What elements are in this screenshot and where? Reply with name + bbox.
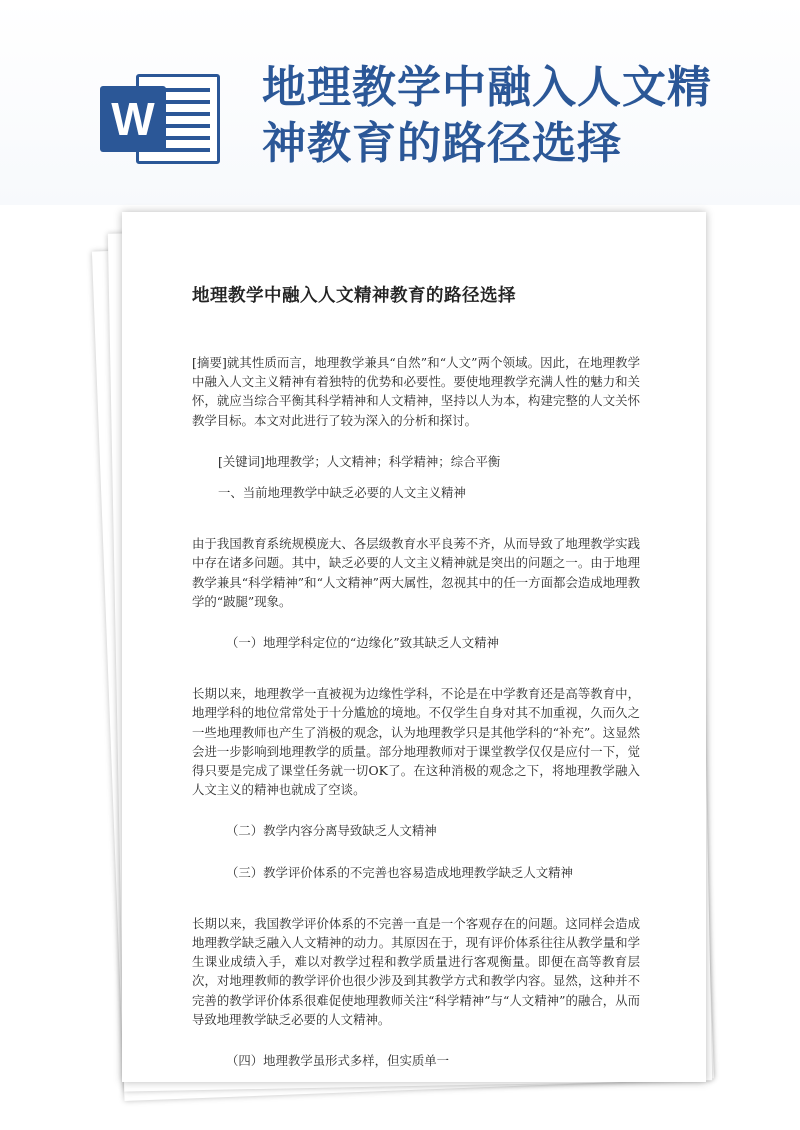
subsection-3-body: 长期以来，我国教学评价体系的不完善一直是一个客观存在的问题。这同样会造成地理教学缺乏融入人文精神的动力。其原因在于，现有评价体系往往从教学量和学生课业成绩入手，难以对教学过程和教学质量进行客观衡量。即便在高等教育层次，对地理教师的教学评价也很少涉及到其教学方式和教学内容。显然，这种并不完善的教学评价体系很难促使地理教师关注“科学精神”与“人文精神”的融合，从而导致地理教学缺乏必要的人文精神。 — [192, 915, 640, 1027]
subsection-1-body: 长期以来，地理教学一直被视为边缘性学科，不论是在中学教育还是高等教育中，地理学科的地位常常处于十分尴尬的境地。不仅学生自身对其不加重视，久而久之一些地理教师也产生了消极的观念，认为地理教学只是其他学科的“补充”。这显然会进一步影响到地理教学的质量。部分地理教师对于课堂教学仅仅是应付一下，觉得只要是完成了课堂任务就一切OK了。在这种消极的观念之下，将地理教学融入人文主义的精神也就成了空谈。 — [192, 686, 640, 798]
header-banner — [0, 0, 800, 205]
word-icon-letter: W — [100, 86, 166, 152]
subsection-2-heading: （二）教学内容分离导致缺乏人文精神 — [226, 823, 437, 839]
abstract-paragraph: [摘要]就其性质而言，地理教学兼具“自然”和“人文”两个领域。因此，在地理教学中融入人文主义精神有着独特的优势和必要性。要使地理教学充满人性的魅力和关怀，就应当综合平衡其科学精神和人文精神，坚持以人为本，构建完整的人文关怀教学目标。本文对此进行了较为深入的分析和探讨。 — [192, 355, 640, 428]
section-1-heading: 一、当前地理教学中缺乏必要的人文主义精神 — [218, 485, 466, 501]
subsection-3-heading: （三）教学评价体系的不完善也容易造成地理教学缺乏人文精神 — [226, 864, 573, 880]
word-document-icon — [100, 74, 220, 164]
document-title: 地理教学中融入人文精神教育的路径选择 — [192, 286, 516, 306]
banner-title: 地理教学中融入人文精神教育的路径选择 — [262, 62, 712, 169]
subsection-1-heading: （一）地理学科定位的“边缘化”致其缺乏人文精神 — [226, 635, 499, 651]
section-1-body: 由于我国教育系统规模庞大、各层级教育水平良莠不齐，从而导致了地理教学实践中存在诸多问题。其中，缺乏必要的人文主义精神就是突出的问题之一。由于地理教学兼具“科学精神”和“人文精神”两大属性，忽视其中的任一方面都会造成地理教学的“跛腿”现象。 — [192, 536, 640, 609]
keywords-line: [关键词]地理教学；人文精神；科学精神；综合平衡 — [218, 453, 501, 469]
document-page — [122, 212, 706, 1082]
subsection-4-heading: （四）地理教学虽形式多样，但实质单一 — [226, 1053, 450, 1069]
